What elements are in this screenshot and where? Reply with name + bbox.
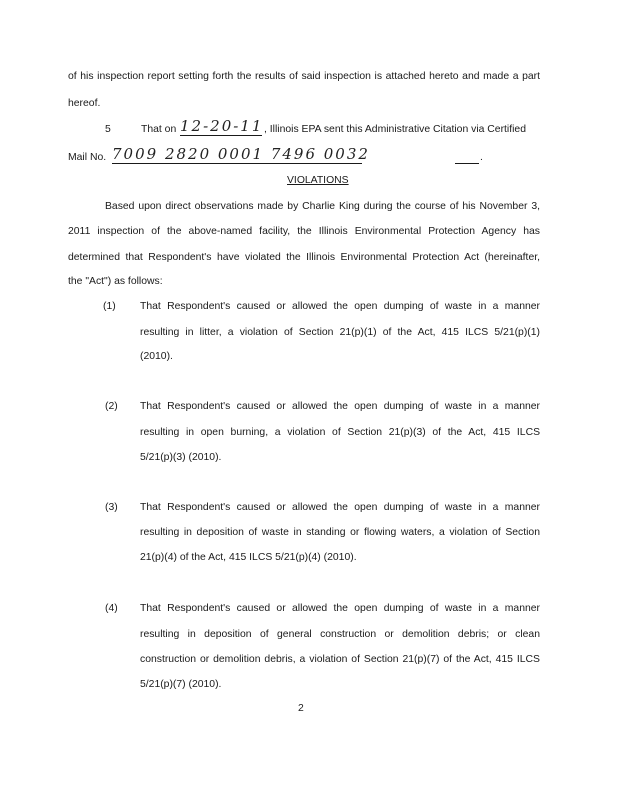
intro-line-3: determined that Respondent's have violated the Illinois Environmental Protection Act (hereinafter, bbox=[68, 252, 540, 263]
page-number: 2 bbox=[298, 703, 304, 714]
violation-2-number: (2) bbox=[105, 401, 118, 412]
intro-line-2: 2011 inspection of the above-named facility, the Illinois Environmental Protection Agency has bbox=[68, 226, 540, 237]
handwritten-date: 12-20-11 bbox=[180, 117, 264, 135]
item-5-suffix: , Illinois EPA sent this Administrative Citation via Certified bbox=[264, 124, 526, 135]
violation-4-line-2: resulting in deposition of general construction or demolition debris; or clean bbox=[140, 629, 540, 640]
violation-4-line-4: 5/21(p)(7) (2010). bbox=[140, 679, 222, 690]
violation-1-line-3: (2010). bbox=[140, 351, 173, 362]
violation-2-line-1: That Respondent's caused or allowed the open dumping of waste in a manner bbox=[140, 401, 540, 412]
mail-label: Mail No. bbox=[68, 152, 107, 163]
violation-3-line-3: 21(p)(4) of the Act, 415 ILCS 5/21(p)(4) (2010). bbox=[140, 552, 357, 563]
item-5-number: 5 bbox=[105, 124, 111, 135]
violation-4-line-3: construction or demolition debris, a violation of Section 21(p)(7) of the Act, 415 ILCS bbox=[140, 654, 540, 665]
violation-3-line-1: That Respondent's caused or allowed the open dumping of waste in a manner bbox=[140, 502, 540, 513]
violation-2-line-3: 5/21(p)(3) (2010). bbox=[140, 452, 222, 463]
section-heading: VIOLATIONS bbox=[287, 175, 349, 186]
violation-1-line-2: resulting in litter, a violation of Section 21(p)(1) of the Act, 415 ILCS 5/21(p)(1) bbox=[140, 327, 540, 338]
violation-1-line-1: That Respondent's caused or allowed the open dumping of waste in a manner bbox=[140, 301, 540, 312]
intro-line-4: the "Act") as follows: bbox=[68, 276, 163, 287]
violation-1-number: (1) bbox=[103, 301, 116, 312]
handwritten-mail-number: 7009 2820 0001 7496 0032 bbox=[112, 145, 370, 163]
violation-4-number: (4) bbox=[105, 603, 118, 614]
violation-3-number: (3) bbox=[105, 502, 118, 513]
violation-4-line-1: That Respondent's caused or allowed the open dumping of waste in a manner bbox=[140, 603, 540, 614]
continuation-line-2: hereof. bbox=[68, 98, 101, 109]
intro-line-1: Based upon direct observations made by Charlie King during the course of his November 3, bbox=[105, 201, 540, 212]
mail-end-punct: . bbox=[480, 152, 483, 163]
item-5-prefix: That on bbox=[141, 124, 177, 135]
continuation-line-1: of his inspection report setting forth the results of said inspection is attached hereto and made a part bbox=[68, 71, 540, 82]
violation-3-line-2: resulting in deposition of waste in standing or flowing waters, a violation of Section bbox=[140, 527, 540, 538]
violation-2-line-2: resulting in open burning, a violation of Section 21(p)(3) of the Act, 415 ILCS bbox=[140, 427, 540, 438]
blank-line bbox=[455, 152, 479, 164]
